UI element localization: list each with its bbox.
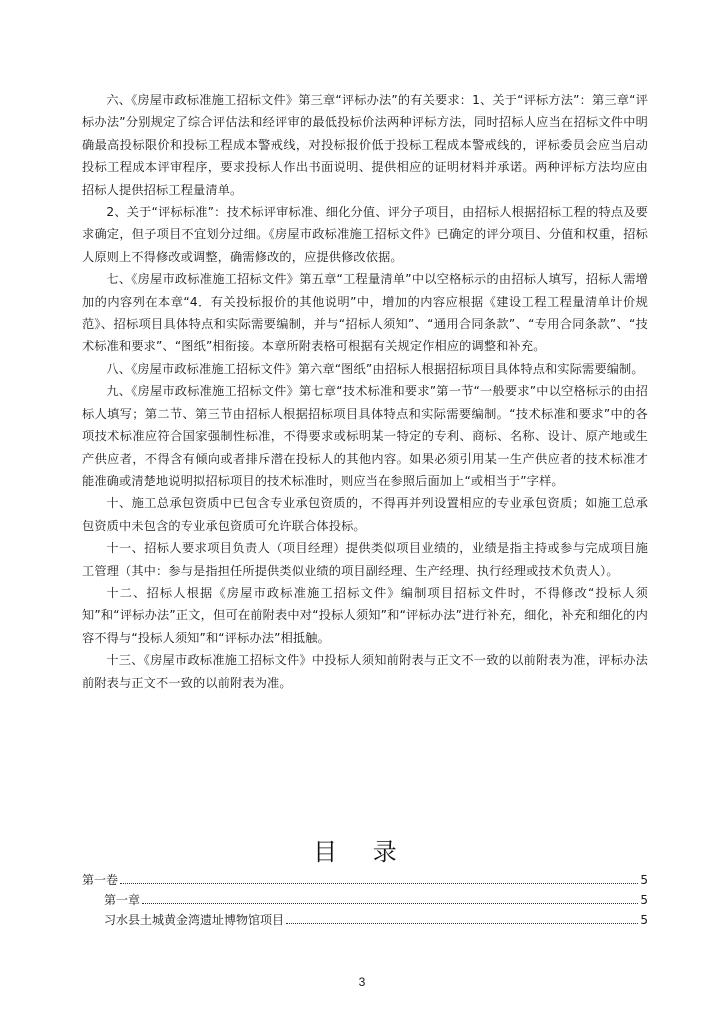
paragraph-six: 六、《房屋市政标准施工招标文件》第三章“评标办法”的有关要求：1、关于“评标方法”：第三章“评标办法”分别规定了综合评估法和经评审的最低投标价法两种评标方法，同时招标人应当在招标文件中明确最高投标限价和投标工程成本警戒线，对投标报价低于投标工程成本警戒线的，评标委员会应当启动投标工程成本评审程序，要求投标人作出书面说明、提供相应的证明材料并承诺。两种评标方法均应由招标人提供招标工程量清单。 (82, 93, 648, 197)
body-text (82, 89, 648, 694)
toc-entry-page: 5 (640, 873, 648, 887)
toc-entry-page: 5 (640, 893, 648, 907)
toc-entry-label: 第一章 (104, 893, 141, 907)
paragraph-six-2: 2、关于“评标标准”：技术标评审标准、细化分值、评分子项目，由招标人根据招标工程的特点及要求确定，但子项目不宜划分过细。《房屋市政标准施工招标文件》已确定的评分项目、分值和权重，招标人原则上不得修改或调整，确需修改的，应提供修改依据。 (82, 205, 648, 264)
toc-entry-page: 5 (640, 913, 648, 927)
toc-entry-label: 习水县土城黄金湾遗址博物馆项目 (104, 913, 285, 927)
toc-entry-label: 第一卷 (82, 873, 119, 887)
paragraph-thirteen: 十三、《房屋市政标准施工招标文件》中投标人须知前附表与正文不一致的以前附表为准，评标办法前附表与正文不一致的以前附表为准。 (82, 653, 648, 690)
paragraph-twelve: 十二、招标人根据《房屋市政标准施工招标文件》编制项目招标文件时，不得修改“投标人须知”和“评标办法”正文，但可在前附表中对“投标人须知”和“评标办法”进行补充，细化，补充和细化的内容不得与“投标人须知”和“评标办法”相抵触。 (82, 585, 648, 645)
toc-entry-chapter-one[interactable] (82, 890, 648, 910)
toc-title: 目 录 (313, 838, 411, 866)
toc-leader-dots (142, 902, 638, 904)
paragraph-seven: 七、《房屋市政标准施工招标文件》第五章“工程量清单”中以空格标示的由招标人填写，招标人需增加的内容列在本章“4．有关投标报价的其他说明”中，增加的内容应根据《建设工程工程量清单计价规范》、招标项目具体特点和实际需要编制，并与“招标人须知”、“通用合同条款”、“专用合同条款”、“技术标准和要求”、“图纸”相衔接。本章所附表格可根据有关规定作相应的调整和补充。 (82, 272, 648, 354)
table-of-contents (82, 870, 648, 930)
paragraph-ten: 十、施工总承包资质中已包含专业承包资质的，不得再并列设置相应的专业承包资质；如施工总承包资质中未包含的专业承包资质可允许联合体投标。 (82, 496, 648, 533)
paragraph-nine: 九、《房屋市政标准施工招标文件》第七章“技术标准和要求”第一节“一般要求”中以空格标示的由招标人填写；第二节、第三节由招标人根据招标项目具体特点和实际需要编制。“技术标准和要求”中的各项技术标准应符合国家强制性标准，不得要求或标明某一特定的专利、商标、名称、设计、原产地或生产供应者，不得含有倾向或者排斥潜在投标人的其他内容。如果必须引用某一生产供应者的技术标准才能准确或清楚地说明拟招标项目的技术标准时，则应当在参照后面加上“或相当于”字样。 (82, 384, 648, 488)
toc-leader-dots (120, 882, 638, 884)
toc-leader-dots (286, 922, 638, 924)
paragraph-eleven: 十一、招标人要求项目负责人（项目经理）提供类似项目业绩的，业绩是指主持或参与完成项目施工管理（其中：参与是指担任所提供类似业绩的项目副经理、生产经理、执行经理或技术负责人）。 (82, 541, 648, 578)
toc-entry-volume-one[interactable] (82, 870, 648, 890)
page-number: 3 (358, 975, 366, 989)
paragraph-eight: 八、《房屋市政标准施工招标文件》第六章“图纸”由招标人根据招标项目具体特点和实际需要编制。 (106, 361, 644, 376)
toc-entry-project[interactable] (82, 910, 648, 930)
